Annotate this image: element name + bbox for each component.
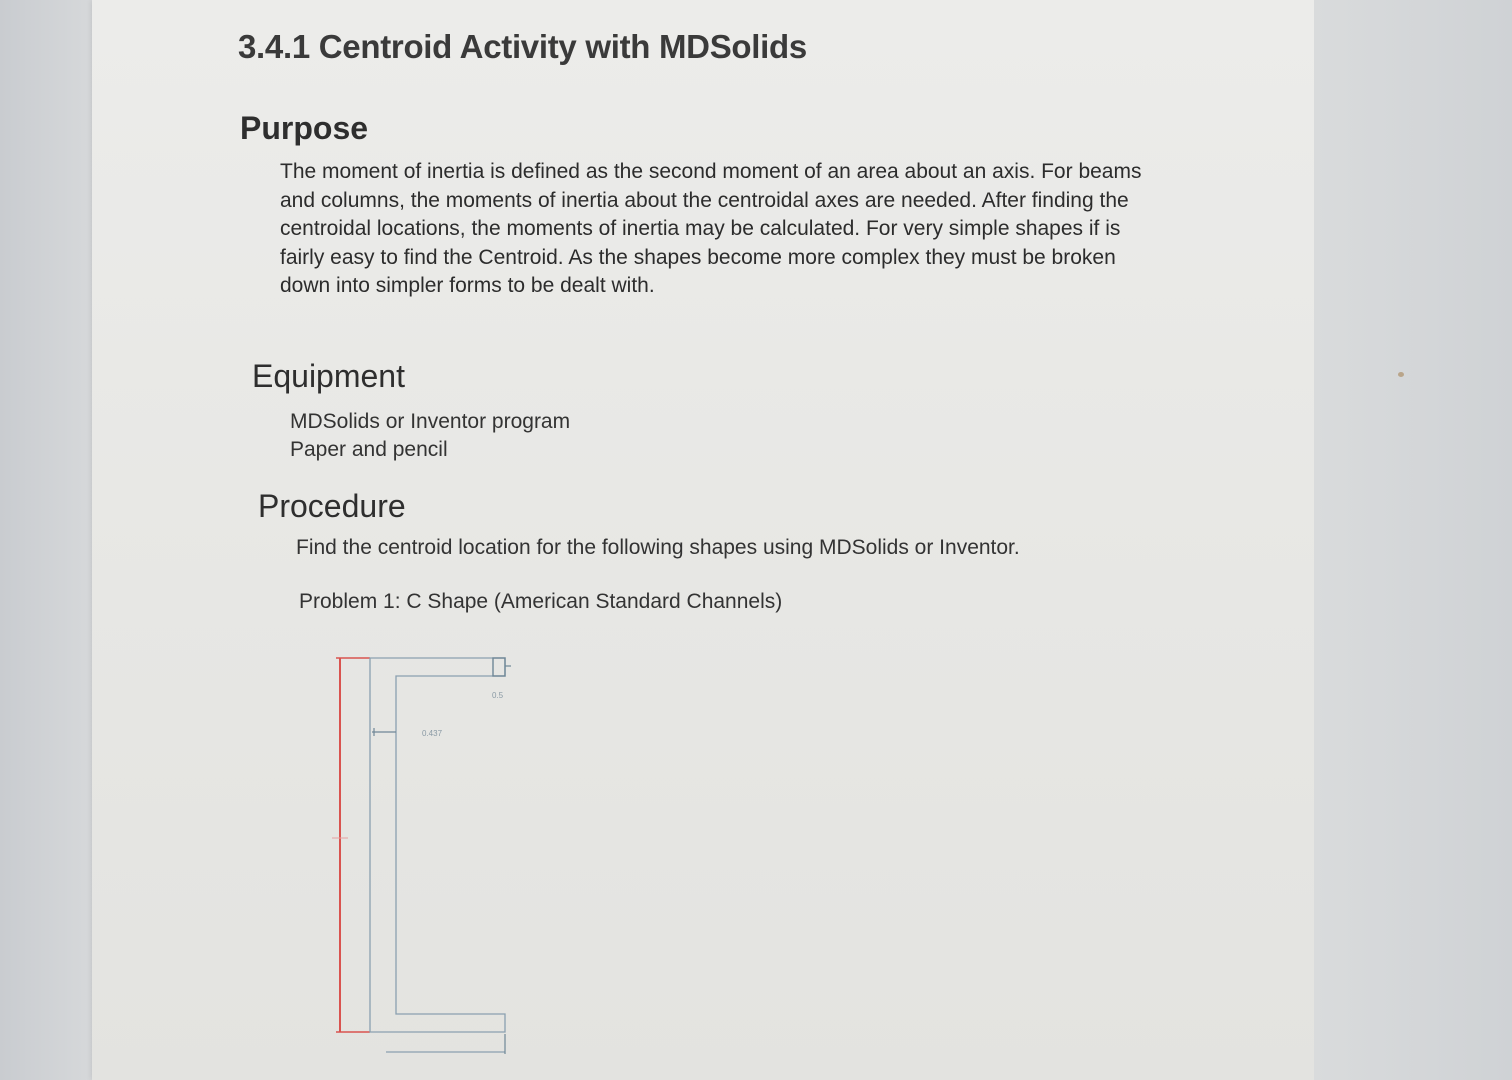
equipment-heading: Equipment — [252, 358, 405, 394]
equipment-list — [290, 408, 570, 464]
procedure-instruction: Find the centroid location for the following shapes using MDSolids or Inventor. — [296, 536, 1020, 559]
problem-1-label: Problem 1: C Shape (American Standard Channels) — [299, 590, 783, 613]
equipment-item: Paper and pencil — [290, 438, 448, 461]
web-thickness-label: 0.437 — [422, 729, 443, 738]
flange-thickness-label: 0.5 — [492, 691, 504, 700]
dust-speck — [1398, 372, 1404, 377]
procedure-heading: Procedure — [258, 488, 406, 524]
purpose-heading: Purpose — [240, 110, 369, 146]
c-shape-diagram — [330, 648, 530, 1058]
flange-marker — [493, 658, 505, 676]
purpose-paragraph: The moment of inertia is defined as the second moment of an area about an axis. For beams and columns, the moments of inertia about the centroidal axes are needed. After finding the centroidal locations, the moments of inertia may be calculated. For very simple shapes if is fairly easy to find the Centroid. As the shapes become more complex they must be broken down into simpler forms to be dealt with. — [280, 160, 1142, 297]
right-margin — [1314, 0, 1512, 1080]
page-title: 3.4.1 Centroid Activity with MDSolids — [238, 28, 807, 65]
equipment-item: MDSolids or Inventor program — [290, 410, 571, 433]
c-shape-outline — [370, 658, 505, 1032]
